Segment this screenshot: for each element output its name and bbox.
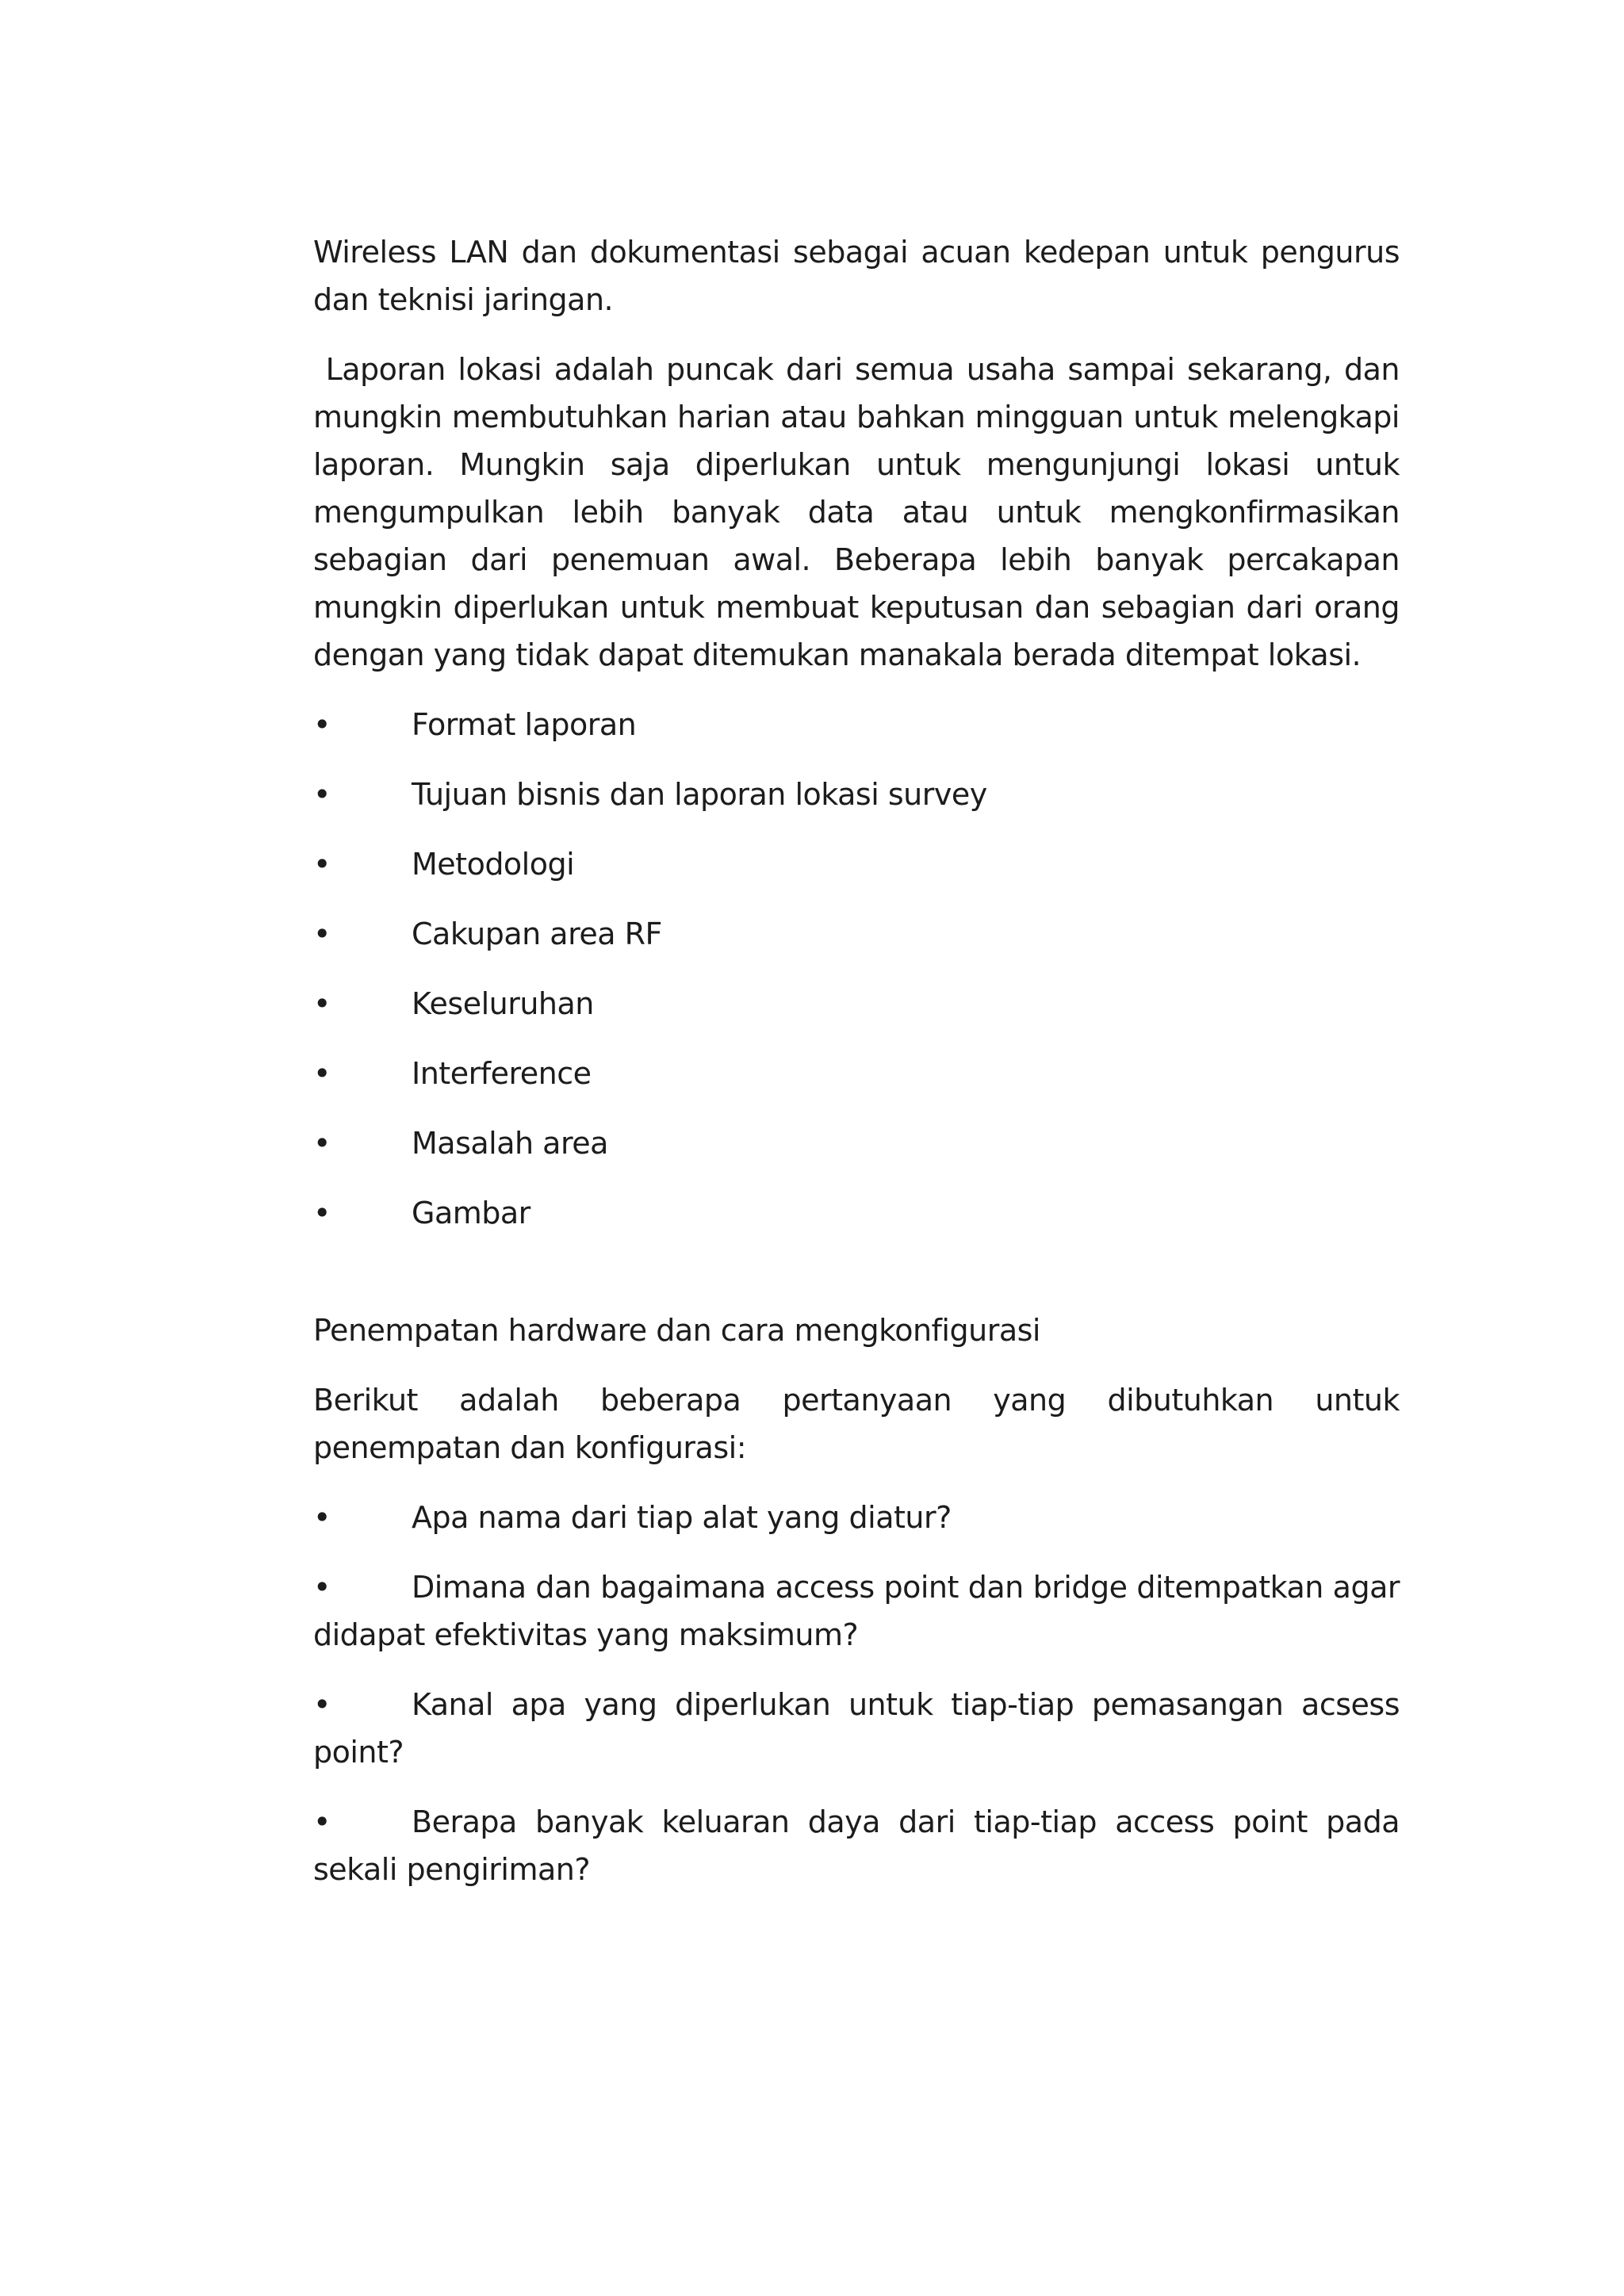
- section-spacer: [313, 1259, 1400, 1307]
- bullet-icon: •: [313, 1500, 331, 1535]
- intro-paragraph: Wireless LAN dan dokumentasi sebagai acuan kedepan untuk pengurus dan teknisi jaringan.: [313, 235, 1400, 317]
- bullet-icon: •: [313, 916, 331, 951]
- bullet-icon: •: [313, 1196, 331, 1230]
- list-item: [313, 1189, 1400, 1237]
- question-text: Apa nama dari tiap alat yang diatur?: [412, 1500, 952, 1535]
- bullet-icon: •: [313, 847, 331, 882]
- list-item: [313, 1119, 1400, 1167]
- question-item: [313, 1563, 1400, 1659]
- bullet-icon: •: [313, 707, 331, 742]
- question-item: [313, 1494, 1400, 1541]
- question-text: Kanal apa yang diperlukan untuk tiap-tiap pemasangan acsess point?: [313, 1687, 1400, 1770]
- section-heading: Penempatan hardware dan cara mengkonfigurasi: [313, 1313, 1040, 1348]
- list-item-text: Format laporan: [412, 707, 637, 742]
- bullet-icon: •: [313, 1056, 331, 1091]
- question-text: Dimana dan bagaimana access point dan bridge ditempatkan agar didapat efektivitas yang maksimum?: [313, 1570, 1400, 1652]
- list-item: [313, 910, 1400, 958]
- bullet-icon: •: [313, 777, 331, 812]
- list-item-text: Keseluruhan: [412, 986, 594, 1021]
- list-item-text: Cakupan area RF: [412, 916, 662, 951]
- bullet-icon: •: [313, 986, 331, 1021]
- list-item: [313, 840, 1400, 888]
- report-contents-list: [313, 701, 1400, 1237]
- bullet-icon: •: [313, 1804, 331, 1839]
- list-item: [313, 1050, 1400, 1097]
- document-body: [313, 228, 1409, 1915]
- bullet-icon: •: [313, 1126, 331, 1161]
- report-paragraph: Laporan lokasi adalah puncak dari semua usaha sampai sekarang, dan mungkin membutuhkan harian atau bahkan mingguan untuk melengkapi laporan. Mungkin saja diperlukan untuk mengunjungi lokasi untuk mengumpulkan lebih banyak data atau untuk mengkonfirmasikan sebagian dari penemuan awal. Beberapa lebih banyak percakapan mungkin diperlukan untuk membuat keputusan dan sebagian dari orang dengan yang tidak dapat ditemukan manakala berada ditempat lokasi.: [313, 352, 1409, 672]
- list-item: [313, 701, 1400, 748]
- bullet-icon: •: [313, 1687, 331, 1722]
- list-item-text: Interference: [412, 1056, 592, 1091]
- question-item: [313, 1681, 1400, 1776]
- list-item-text: Tujuan bisnis dan laporan lokasi survey: [412, 777, 987, 812]
- list-item: [313, 980, 1400, 1027]
- question-text: Berapa banyak keluaran daya dari tiap-tiap access point pada sekali pengiriman?: [313, 1804, 1400, 1887]
- question-item: [313, 1798, 1400, 1893]
- list-item: [313, 771, 1400, 818]
- list-item-text: Gambar: [412, 1196, 530, 1230]
- bullet-icon: •: [313, 1570, 331, 1605]
- list-item-text: Masalah area: [412, 1126, 608, 1161]
- section-intro: Berikut adalah beberapa pertanyaan yang dibutuhkan untuk penempatan dan konfigurasi:: [313, 1383, 1400, 1465]
- list-item-text: Metodologi: [412, 847, 575, 882]
